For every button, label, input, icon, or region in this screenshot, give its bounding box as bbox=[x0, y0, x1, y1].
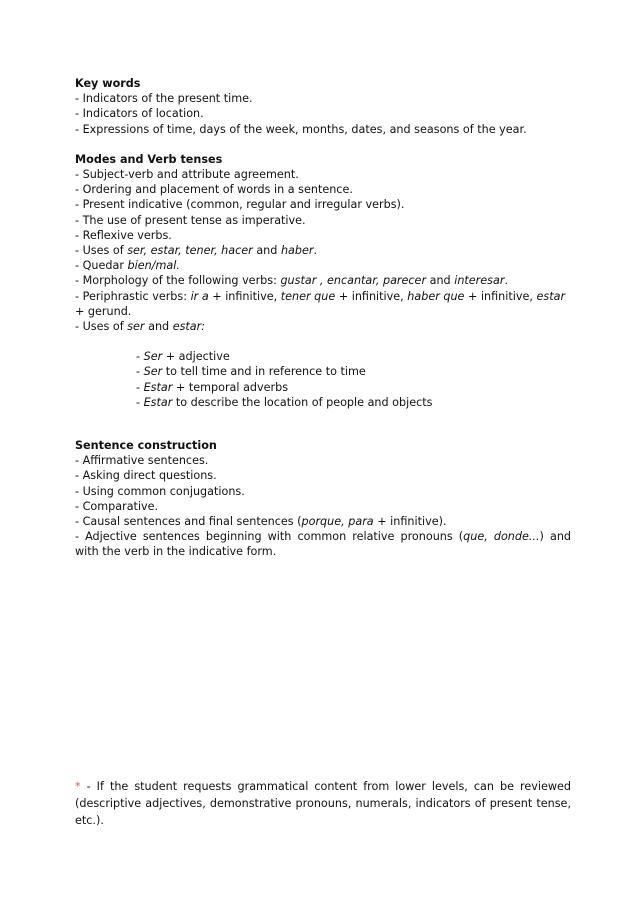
modes-item: - Ordering and placement of words in a sentence. bbox=[75, 183, 353, 197]
modes-item: - The use of present tense as imperative. bbox=[75, 213, 306, 227]
spacer bbox=[75, 137, 571, 152]
modes-item-quedar: - Quedar bien/mal. bbox=[75, 259, 180, 273]
document-body bbox=[75, 76, 571, 560]
key-words-item: - Indicators of location. bbox=[75, 107, 204, 121]
sub-item: - Ser to tell time and in reference to time bbox=[136, 365, 366, 379]
modes-item: - Present indicative (common, regular and irregular verbs). bbox=[75, 198, 405, 212]
sentence-item-causal: - Causal sentences and final sentences (porque, para + infinitive). bbox=[75, 515, 447, 529]
sentence-item: - Comparative. bbox=[75, 499, 159, 513]
sub-item: - Estar to describe the location of people and objects bbox=[136, 395, 433, 409]
modes-item-morphology: - Morphology of the following verbs: gustar , encantar, parecer and interesar. bbox=[75, 274, 509, 288]
sentence-item: - Using common conjugations. bbox=[75, 484, 245, 498]
key-words-heading: Key words bbox=[75, 77, 141, 90]
modes-item-periphrastic: - Periphrastic verbs: ir a + infinitive, tener que + infinitive, haber que + infinitive, estar + gerund. bbox=[75, 289, 566, 318]
modes-heading: Modes and Verb tenses bbox=[75, 152, 223, 166]
footnote-text: - If the student requests grammatical content from lower levels, can be reviewed (descriptive adjectives, demonstrative pronouns, numerals, indicators of present tense, etc.). bbox=[75, 780, 571, 828]
modes-item-ser-estar: - Uses of ser and estar: bbox=[75, 320, 206, 334]
sub-item: - Ser + adjective bbox=[136, 350, 230, 364]
key-words-item: - Indicators of the present time. bbox=[75, 92, 253, 106]
spacer bbox=[75, 410, 571, 438]
modes-item: - Reflexive verbs. bbox=[75, 228, 172, 242]
modes-item-uses-verbs: - Uses of ser, estar, tener, hacer and haber. bbox=[75, 244, 318, 258]
footnote bbox=[75, 778, 571, 829]
spacer bbox=[75, 334, 571, 349]
sentence-heading: Sentence construction bbox=[75, 439, 217, 453]
sentence-item-adjective: - Adjective sentences beginning with common relative pronouns (que, donde...) and with the verb in the indicative form. bbox=[75, 530, 572, 559]
key-words-item: - Expressions of time, days of the week, months, dates, and seasons of the year. bbox=[75, 122, 527, 136]
modes-item: - Subject-verb and attribute agreement. bbox=[75, 168, 299, 182]
sentence-item: - Affirmative sentences. bbox=[75, 454, 209, 468]
sentence-item: - Asking direct questions. bbox=[75, 469, 217, 483]
footnote-asterisk: * bbox=[75, 780, 81, 794]
sub-item: - Estar + temporal adverbs bbox=[136, 380, 289, 394]
